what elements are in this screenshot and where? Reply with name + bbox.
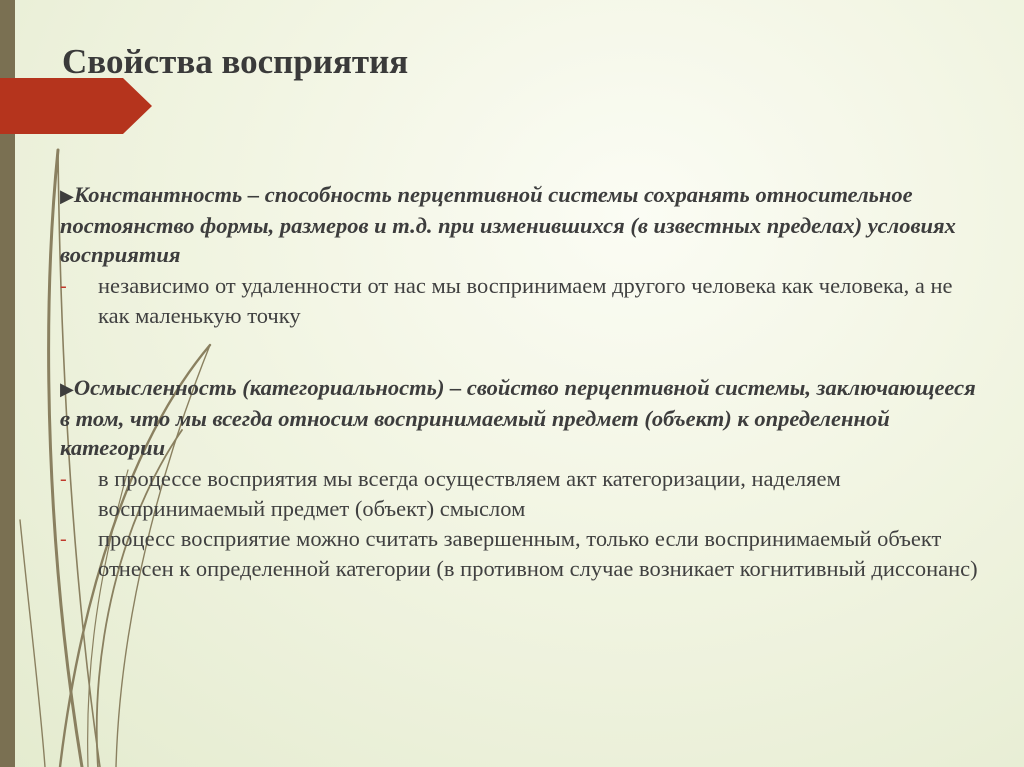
section-term-meaningfulness	[60, 373, 980, 462]
list-item	[60, 524, 980, 584]
dash-marker: -	[60, 528, 67, 550]
section-term-constancy	[60, 180, 980, 269]
slide-content	[60, 180, 980, 584]
list-item-text: независимо от удаленности от нас мы воспринимаем другого человека как человека, а не как маленькую точку	[98, 273, 953, 328]
list-item	[60, 271, 980, 331]
bullet-list	[60, 271, 980, 331]
list-item	[60, 464, 980, 524]
dash-marker: -	[60, 275, 67, 297]
bullet-list	[60, 464, 980, 584]
list-item-text: в процессе восприятия мы всегда осуществляем акт категоризации, наделяем воспринимаемый предмет (объект) смыслом	[98, 466, 841, 521]
list-item-text: процесс восприятие можно считать завершенным, только если воспринимаемый объект отнесен к определенной категории (в противном случае возникает когнитивный диссонанс)	[98, 526, 978, 581]
slide-title: Свойства восприятия	[62, 42, 409, 81]
triangle-right-icon: ▶	[60, 379, 74, 399]
term-text: Осмысленность (категориальность) – свойство перцептивной системы, заключающееся в том, что мы всегда относим воспринимаемый предмет (объект) к определенной категории	[60, 375, 976, 460]
triangle-right-icon: ▶	[60, 186, 74, 206]
term-text: Константность – способность перцептивной системы сохранять относительное постоянство формы, размеров и т.д. при изменившихся (в известных пределах) условиях восприятия	[60, 182, 956, 267]
dash-marker: -	[60, 468, 67, 490]
